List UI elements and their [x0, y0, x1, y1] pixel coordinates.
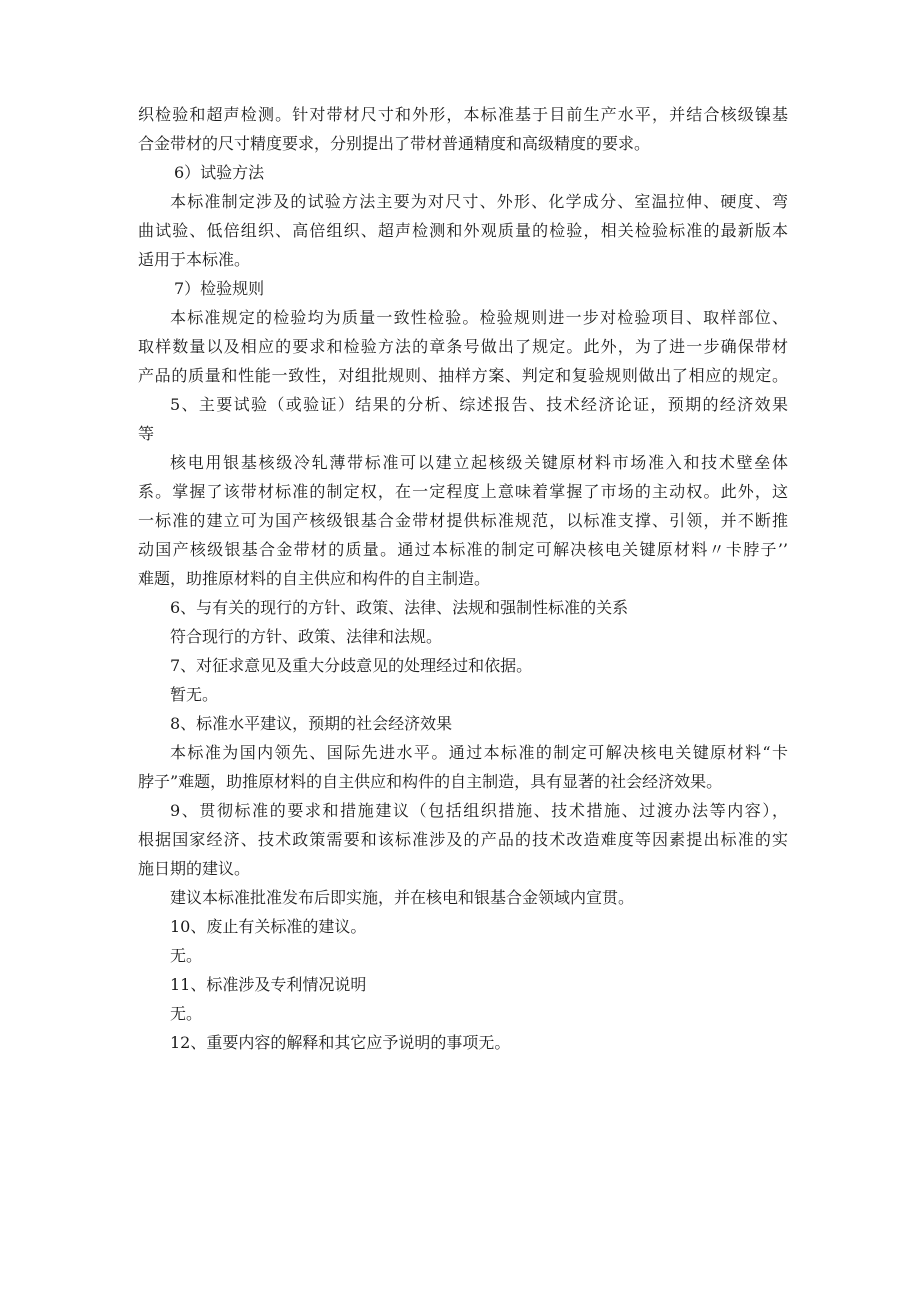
text-line: 本标准规定的检验均为质量一致性检验。检验规则进一步对检验项目、取样部位、 — [170, 308, 788, 327]
document-page — [138, 100, 788, 1057]
text-line: 合金带材的尺寸精度要求，分别提出了带材普通精度和高级精度的要求。 — [138, 134, 651, 153]
text-line: 产品的质量和性能一致性，对组批规则、抽样方案、判定和复验规则做出了相应的规定。 — [138, 366, 788, 385]
section-heading: 12、重要内容的解释和其它应予说明的事项无。 — [170, 1033, 511, 1052]
text-line: 适用于本标准。 — [138, 250, 251, 269]
section-heading: 6）试验方法 — [174, 163, 265, 182]
text-line: 暂无。 — [170, 685, 219, 704]
text-line: 本标准为国内领先、国际先进水平。通过本标准的制定可解决核电关键原材料“卡 — [170, 743, 788, 762]
text-line: 一标准的建立可为国产核级银基合金带材提供标准规范，以标准支撑、引领，并不断推 — [138, 511, 788, 530]
text-line: 建议本标准批准发布后即实施，并在核电和银基合金领域内宣贯。 — [170, 888, 635, 907]
text-line: 符合现行的方针、政策、法律和法规。 — [170, 627, 443, 646]
text-line: 无。 — [170, 1004, 203, 1023]
section-heading: 9、贯彻标准的要求和措施建议（包括组织措施、技术措施、过渡办法等内容）， — [170, 801, 788, 820]
text-line: 施日期的建议。 — [138, 859, 251, 878]
text-line: 动国产核级银基合金带材的质量。通过本标准的制定可解决核电关键原材料〃卡脖子’’ — [138, 540, 788, 559]
section-heading: 5、主要试验（或验证）结果的分析、综述报告、技术经济论证，预期的经济效果 — [170, 395, 788, 414]
text-line: 无。 — [170, 946, 203, 965]
text-line: 根据国家经济、技术政策需要和该标准涉及的产品的技术改造难度等因素提出标准的实 — [138, 830, 788, 849]
text-line: 织检验和超声检测。针对带材尺寸和外形，本标准基于目前生产水平，并结合核级镍基 — [138, 105, 788, 124]
section-heading: 10、废止有关标准的建议。 — [170, 917, 367, 936]
text-line: 取样数量以及相应的要求和检验方法的章条号做出了规定。此外，为了进一步确保带材 — [138, 337, 788, 356]
section-heading: 6、与有关的现行的方针、政策、法律、法规和强制性标准的关系 — [170, 598, 629, 617]
section-heading: 11、标准涉及专利情况说明 — [170, 975, 367, 994]
text-line: 系。掌握了该带材标准的制定权，在一定程度上意味着掌握了市场的主动权。此外，这 — [138, 482, 788, 501]
section-heading: 等 — [138, 424, 155, 443]
section-heading: 8、标准水平建议，预期的社会经济效果 — [170, 714, 453, 733]
text-line: 曲试验、低倍组织、高倍组织、超声检测和外观质量的检验，相关检验标准的最新版本 — [138, 221, 788, 240]
text-line: 本标准制定涉及的试验方法主要为对尺寸、外形、化学成分、室温拉伸、硬度、弯 — [170, 192, 788, 211]
text-line: 核电用银基核级冷轧薄带标准可以建立起核级关键原材料市场准入和技术壁垒体 — [170, 453, 788, 472]
text-line: 脖子”难题，助推原材料的自主供应和构件的自主制造，具有显著的社会经济效果。 — [138, 772, 723, 791]
section-heading: 7）检验规则 — [174, 279, 265, 298]
text-line: 难题，助推原材料的自主供应和构件的自主制造。 — [138, 569, 491, 588]
section-heading: 7、对征求意见及重大分歧意见的处理经过和依据。 — [170, 656, 533, 675]
